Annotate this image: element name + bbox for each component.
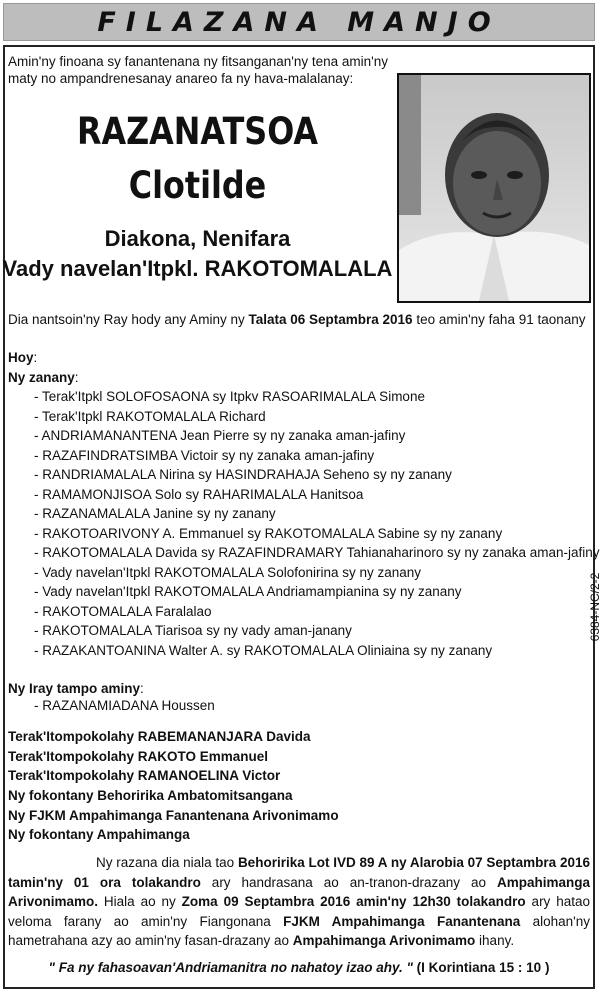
relation-prefix: Terak'Itompokolahy	[8, 729, 138, 744]
quote-text: " Fa ny fahasoavan'Andriamanitra no nahatoy izao ahy. "	[48, 960, 413, 975]
intro-text: Amin'ny finoana sy fanantenana ny fitsanganan'ny tena amin'ny maty no ampandrenesanay anareo fa ny hava-malalanay:	[8, 54, 388, 86]
deceased-surname: RAZANATSOA	[76, 110, 319, 153]
bible-quote	[8, 960, 590, 975]
header-banner	[3, 3, 595, 41]
funeral-text: Ny razana dia niala tao	[96, 855, 238, 870]
siblings-list	[34, 696, 215, 715]
relation-prefix: Terak'Itompokolahy	[8, 748, 138, 764]
list-item: - RAZAFINDRATSIMBA Victoir sy ny zanaka aman-jafiny	[34, 447, 375, 463]
siblings-label-text: Ny Iray tampo aminy	[8, 681, 141, 696]
relation-line	[8, 786, 339, 806]
list-item: - RAKOTOMALALA Faralalao	[34, 603, 212, 619]
funeral-bold: FJKM Ampahimanga Fanantenana	[283, 913, 521, 929]
death-date: Talata 06 Septambra 2016	[248, 312, 413, 327]
children-label: Ny zanany:	[8, 370, 79, 385]
relation-line	[8, 806, 339, 826]
list-item: - RAKOTOMALALA Tiarisoa sy ny vady aman-janany	[34, 623, 352, 638]
hoy-label-text: Hoy	[8, 350, 34, 365]
quote-reference: (I Korintiana 15 : 10 )	[412, 960, 550, 975]
list-item: - RAKOTOARIVONY A. Emmanuel sy RAKOTOMALALA Sabine sy ny zanany	[34, 525, 503, 541]
funeral-text: ary hatao veloma farany ao amin'ny Fiangonana	[8, 894, 590, 929]
relation-name: RAMANOELINA Victor	[137, 768, 281, 784]
list-item: - ANDRIAMANANTENA Jean Pierre sy ny zanaka aman-jafiny	[34, 428, 406, 443]
list-item: - RAZANAMIADANA Houssen	[34, 698, 215, 713]
funeral-bold: Ampahimanga Arivonimamo	[292, 933, 476, 948]
list-item: - RAKOTOMALALA Davida sy RAZAFINDRAMARY Tahianaharinoro sy ny zanaka aman-jafiny	[34, 545, 600, 560]
deceased-given-name: Clotilde	[128, 164, 267, 207]
funeral-text: alohan'ny hametrahana azy ao amin'ny fasan-drazany ao	[8, 913, 590, 948]
portrait-photo	[397, 73, 591, 303]
deceased-title-2: Vady navelan'Itpkl. RAKOTOMALALA	[2, 256, 393, 281]
banner-title: FILAZANA MANJO	[97, 6, 501, 38]
portrait-illustration	[399, 75, 589, 301]
funeral-bold: Behoririka Lot IVD 89 A ny Alarobia 07 Septambra 2016 tamin'ny 01 ora tolakandro	[8, 855, 590, 890]
death-prefix: Dia nantsoin'ny Ray hody any Aminy ny	[8, 312, 249, 327]
hoy-label: Hoy:	[8, 350, 38, 365]
funeral-text: ihany.	[475, 933, 515, 948]
relation-name: RABEMANANJARA Davida	[137, 729, 311, 744]
children-list	[34, 387, 599, 660]
funeral-bold: Ampahimanga Arivonimamo.	[8, 874, 590, 909]
list-item: - Terak'Itpkl SOLOFOSAONA sy Itpkv RASOARIMALALA Simone	[34, 389, 425, 404]
list-item: - RAZAKANTOANINA Walter A. sy RAKOTOMALALA Oliniaina sy ny zanany	[34, 642, 493, 658]
relation-line	[8, 727, 339, 747]
funeral-details	[8, 853, 590, 951]
relation-line	[8, 825, 339, 845]
list-item: - RANDRIAMALALA Nirina sy HASINDRAHAJA Seheno sy ny zanany	[34, 467, 452, 482]
funeral-bold: Zoma 09 Septambra 2016 amin'ny 12h30 tolakandro	[181, 894, 526, 909]
list-item: - Vady navelan'Itpkl RAKOTOMALALA Andriamampianina sy ny zanany	[34, 584, 462, 599]
relation-line	[8, 747, 339, 767]
relation-name: Ny FJKM Ampahimanga Fanantenana Arivonimamo	[8, 807, 339, 823]
list-item: - RAMAMONJISOA Solo sy RAHARIMALALA Hanitsoa	[34, 486, 364, 502]
reference-code: 6384-NC/2-2	[588, 572, 602, 642]
funeral-text: Hiala ao ny	[98, 894, 182, 909]
list-item: - Vady navelan'Itpkl RAKOTOMALALA Solofonirina sy ny zanany	[34, 564, 422, 580]
relation-name: RAKOTO Emmanuel	[137, 748, 269, 764]
family-relations-list	[8, 727, 339, 845]
list-item: - Terak'Itpkl RAKOTOMALALA Richard	[34, 408, 266, 424]
death-suffix: teo amin'ny faha 91 taonany	[412, 312, 586, 327]
siblings-label: Ny Iray tampo aminy:	[8, 681, 144, 696]
death-announcement	[8, 312, 586, 327]
list-item: - RAZANAMALALA Janine sy ny zanany	[34, 506, 276, 521]
relation-name: Ny fokontany Ampahimanga	[8, 827, 190, 843]
relation-line	[8, 766, 339, 786]
relation-name: Ny fokontany Behoririka Ambatomitsangana	[8, 788, 293, 804]
children-label-text: Ny zanany	[8, 370, 75, 385]
relation-prefix: Terak'Itompokolahy	[8, 768, 138, 784]
deceased-title-1: Diakona, Nenifara	[104, 226, 291, 251]
funeral-text: ary handrasana ao an-tranon-drazany ao	[200, 874, 497, 890]
